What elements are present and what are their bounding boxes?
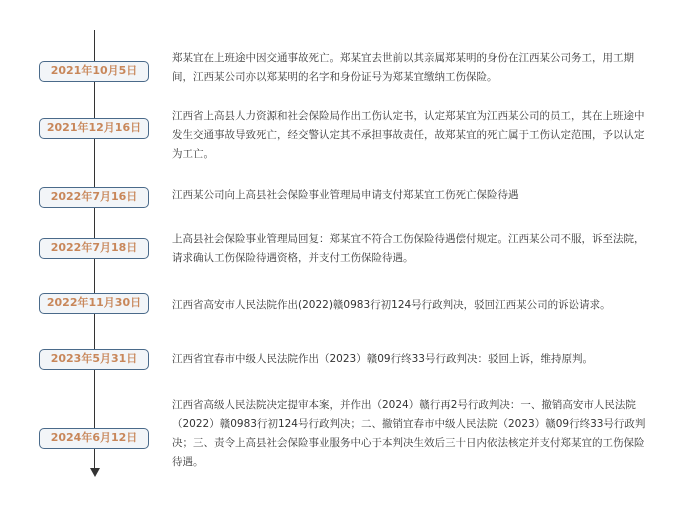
event-date: 2023年5月31日 bbox=[39, 349, 149, 370]
event-description: 江西省上高县人力资源和社会保险局作出工伤认定书，认定郑某宜为江西某公司的员工，其在上班途中发生交通事故导致死亡，经交警认定其不承担事故责任，故郑某宜的死亡属于工伤认定范围，予以认定为工亡。 bbox=[172, 110, 645, 160]
event-description: 江西省高安市人民法院作出(2022)赣0983行初124号行政判决，驳回江西某公司的诉讼请求。 bbox=[172, 299, 611, 311]
event-description: 江西省宜春市中级人民法院作出（2023）赣09行终33号行政判决：驳回上诉，维持原判。 bbox=[172, 353, 593, 365]
event-date: 2022年11月30日 bbox=[39, 293, 149, 314]
event-date: 2021年12月16日 bbox=[39, 118, 149, 139]
event-description: 江西省高级人民法院决定提审本案，并作出（2024）赣行再2号行政判决：一、撤销高安市人民法院（2022）赣0983行初124号行政判决；二、撤销宜春市中级人民法院（2023）赣09行终33号行政判决；三、责令上高县社会保险事业服务中心于本判决生效后三十日内依法核定并支付郑某宜的工伤保险待遇。 bbox=[172, 399, 646, 468]
event-description: 江西某公司向上高县社会保险事业管理局申请支付郑某宜工伤死亡保险待遇 bbox=[172, 189, 519, 201]
event-description: 郑某宜在上班途中因交通事故死亡。郑某宜去世前以其亲属郑某明的身份在江西某公司务工，用工期间，江西某公司亦以郑某明的名字和身份证号为郑某宜缴纳工伤保险。 bbox=[172, 52, 634, 83]
timeline-arrow-head bbox=[90, 468, 100, 477]
event-description: 上高县社会保险事业管理局回复：郑某宜不符合工伤保险待遇偿付规定。江西某公司不服，诉至法院，请求确认工伤保险待遇资格，并支付工伤保险待遇。 bbox=[172, 233, 645, 264]
event-date: 2021年10月5日 bbox=[39, 61, 149, 82]
event-date: 2022年7月16日 bbox=[39, 187, 149, 208]
event-date: 2022年7月18日 bbox=[39, 238, 149, 259]
event-date: 2024年6月12日 bbox=[39, 428, 149, 449]
